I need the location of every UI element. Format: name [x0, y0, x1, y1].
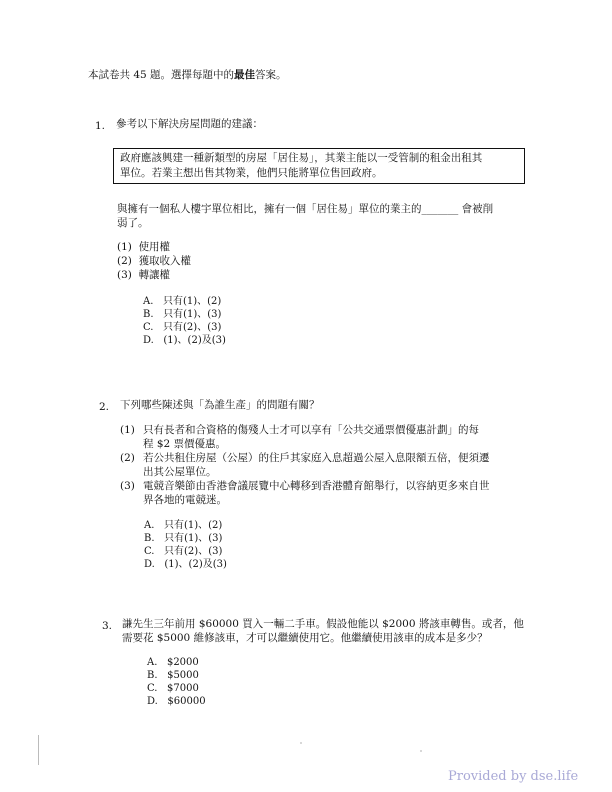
question-1-proposal-box [113, 148, 525, 184]
question-1-number: 1. [95, 120, 106, 132]
scan-margin-mark [38, 735, 39, 765]
q2-statement-1-line-1: 只有長者和合資格的傷殘人士才可以享有「公共交通票價優惠計劃」的每 [143, 424, 479, 436]
instructions [88, 69, 287, 82]
question-1-stem: 參考以下解決房屋問題的建議： [116, 118, 263, 130]
q2-statement-2-line-1: 若公共租住房屋（公屋）的住戶其家庭入息超過公屋入息限額五倍，便須遷 [143, 452, 490, 464]
q2-statement-1-num: (1) [120, 424, 135, 436]
instructions-text: 本試卷共 45 題。選擇每題中的 [88, 69, 235, 81]
question-1-prompt-line-1: 與擁有一個私人樓宇單位相比，擁有一個「居住易」單位的業主的_______ 會被削 [117, 203, 494, 215]
q2-statement-3-line-1: 電競音樂節由香港會議展覽中心轉移到香港體育館舉行，以容納更多來自世 [143, 480, 490, 492]
q3-option-c[interactable]: C. $7000 [147, 683, 199, 694]
q3-option-d[interactable]: D. $60000 [147, 696, 206, 707]
question-2-stem: 下列哪些陳述與「為誰生產」的問題有關？ [120, 399, 320, 411]
q1-statement-2: (2) 獲取收入權 [117, 255, 192, 267]
q1-option-b[interactable]: B. 只有(1)、(3) [143, 309, 222, 320]
proposal-line-1: 政府應該興建一種新類型的房屋「居住易」，其業主能以一受管制的租金出租其 [120, 152, 483, 164]
scan-speck [420, 750, 422, 752]
q2-statement-2-num: (2) [120, 452, 135, 464]
q2-option-a[interactable]: A. 只有(1)、(2) [144, 520, 223, 531]
scan-speck [300, 742, 302, 744]
watermark-text: Provided by dse.life [448, 769, 579, 784]
q3-option-a[interactable]: A. $2000 [147, 657, 199, 668]
q2-statement-1-line-2: 程 $2 票價優惠。 [143, 438, 227, 450]
q1-statement-1: (1) 使用權 [117, 241, 171, 253]
question-3-number: 3. [102, 620, 113, 632]
q1-option-a[interactable]: A. 只有(1)、(2) [143, 296, 222, 307]
q3-option-b[interactable]: B. $5000 [147, 670, 199, 681]
q2-statement-2-line-2: 出其公屋單位。 [143, 466, 217, 478]
instructions-emphasis: 最佳 [234, 69, 256, 81]
q2-option-d[interactable]: D. (1)、(2)及(3) [144, 559, 227, 570]
q2-option-b[interactable]: B. 只有(1)、(3) [144, 533, 223, 544]
q1-statement-3: (3) 轉讓權 [117, 269, 171, 281]
q2-statement-3-num: (3) [120, 480, 135, 492]
q1-option-c[interactable]: C. 只有(2)、(3) [143, 322, 222, 333]
question-3-stem-line-1: 謙先生三年前用 $60000 買入一輛二手車。假設他能以 $2000 將該車轉售。或者，他 [122, 618, 524, 630]
q2-statement-3-line-2: 界各地的電競迷。 [143, 494, 227, 506]
question-1-prompt-line-2: 弱了。 [117, 217, 149, 229]
q1-option-d[interactable]: D. (1)、(2)及(3) [143, 335, 226, 346]
q2-option-c[interactable]: C. 只有(2)、(3) [144, 546, 223, 557]
proposal-line-2: 單位。若業主想出售其物業，他們只能將單位售回政府。 [120, 167, 383, 179]
question-3-stem-line-2: 需要花 $5000 維修該車，才可以繼續使用它。他繼續使用該車的成本是多少？ [122, 632, 488, 644]
question-2-number: 2. [99, 401, 110, 413]
instructions-suffix: 答案。 [255, 69, 287, 81]
